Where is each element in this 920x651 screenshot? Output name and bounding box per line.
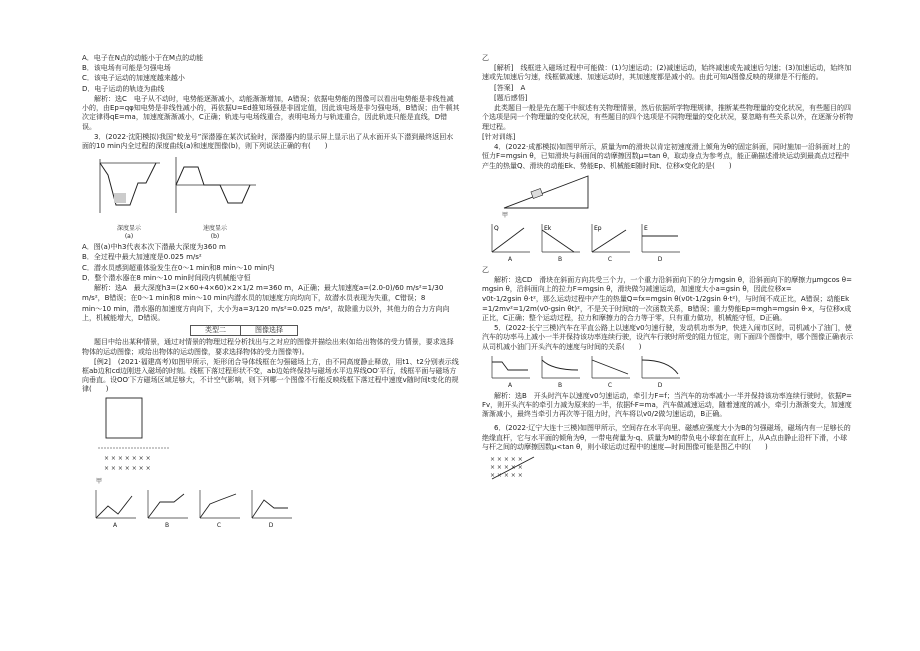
q4-graphs bbox=[488, 222, 854, 264]
depth-figure bbox=[94, 153, 164, 241]
svg-text:× × × × ×: × × × × × bbox=[490, 464, 523, 472]
q5-option-b-label: B bbox=[557, 381, 563, 389]
fig-yi-label: 乙 bbox=[482, 54, 489, 62]
option-graph-c bbox=[196, 488, 242, 530]
q4-graph-d-axis: E bbox=[644, 224, 648, 232]
magnetic-field-diagram bbox=[488, 453, 538, 481]
q5-graphs bbox=[488, 354, 854, 390]
q5-option-a-label: A bbox=[507, 381, 513, 389]
svg-text:× × × × × × ×: × × × × × × × bbox=[104, 454, 151, 462]
q2-option-a: A．电子在N点的动能小于在M点的动能 bbox=[82, 54, 204, 62]
q3-analysis-2: m/s²，B错误；在0～1 min和8 min～10 min内潜水员的加速度方向均向下，故潜水员表现为失重，C错误；8 bbox=[82, 294, 426, 303]
option-c-label: C bbox=[216, 521, 222, 529]
type-title: 图像选择 bbox=[241, 326, 298, 336]
q3-analysis-3: min～10 min，潜水器的加速度方向向下，大小为a=3/120 m/s²=0.025 m/s²，故除重力以外，其他力的合力方向向上，机械能增大，D错误。 bbox=[82, 304, 450, 322]
q3-figures bbox=[94, 153, 460, 241]
option-a-label: A bbox=[112, 521, 118, 529]
svg-text:× × × × × × ×: × × × × × × × bbox=[104, 464, 151, 472]
speed-caption: 速度显示 bbox=[202, 225, 227, 233]
q5-graph-a bbox=[488, 354, 532, 390]
q2-option-d: D．电子运动的轨迹为曲线 bbox=[82, 84, 165, 93]
option-d-label: D bbox=[268, 521, 274, 529]
q3-option-d: D．整个潜水器在8 min～10 min时间段内机械能守恒 bbox=[82, 273, 251, 282]
q4-graph-a bbox=[488, 222, 532, 264]
incline-diagram bbox=[502, 172, 592, 212]
q2-analysis: 解析：选C 电子从不动时，电势能逐渐减小，动能渐渐增加，A错误；依据电势能的图像可以看出电势能是非线性减小的，由Ep=qφ知电势是非线性减小的，再依据U=Ed推知场强是非固定值，因此该电场是非匀强电场，B错误；由牛顿其次定律得qE=ma，加速度渐渐减小，C正确；轨迹与电场线重合，表明电场力与轨迹重合，因此轨迹只能是直线，D错误。 bbox=[82, 94, 460, 131]
incline-figure bbox=[502, 172, 854, 220]
option-graph-b bbox=[144, 488, 190, 530]
frame-figure bbox=[96, 396, 460, 486]
reflection-title: [题后感悟] bbox=[494, 93, 528, 102]
depth-label: (a) bbox=[124, 233, 134, 241]
left-column bbox=[82, 54, 460, 531]
q5-analysis: 解析：选B 开头时汽车以速度v0匀速运动，牵引力F=f；当汽车的功率减小一半并保持该功率连续行驶时，依据P=Fv，则开头汽车的牵引力减为原来的一半，依据f-F=ma，汽车做减速运动，随着速度的减小，牵引力渐渐变大，加速度渐渐减小，最终当牵引力再次等于阻力时，汽车将以v0/2做匀速运动，B正确。 bbox=[482, 391, 852, 419]
frame-figure-label: 甲 bbox=[96, 477, 103, 485]
example2-analysis: [解析] 线框进入磁场过程中可能做：(1)匀速运动；(2)减速运动，始终减速或先减速后匀速；(3)加速运动，始终加速或先加速后匀速，线框做减速、加速运动时，其加速度都是减小的。由此可知A图像反映的规律是不行能的。 bbox=[482, 64, 852, 82]
q4-option-c-label: C bbox=[607, 255, 613, 263]
q5-option-c-label: C bbox=[607, 381, 613, 389]
incline-label: 甲 bbox=[502, 211, 509, 219]
q3-stem: 3．(2022·沈阳模拟)我国“蛟龙号”深潜器在某次试验时，深潜器内的显示屏上显示出了从水面开头下潜到最终返回水面的10 min内全过程的深度曲线(a)和速度图像(b)，则下列说法正确的有( ) bbox=[82, 132, 454, 151]
practice-title: [针对训练] bbox=[482, 132, 516, 141]
q4-graph-b-axis: Ek bbox=[544, 224, 552, 232]
q4-option-a-label: A bbox=[507, 255, 513, 263]
type-table bbox=[190, 325, 298, 336]
q4-graph-d bbox=[638, 222, 682, 264]
option-graph-d bbox=[248, 488, 294, 530]
q4-stem: 4．(2022·成都模拟)如图甲所示，质量为m的滑块以肯定初速度滑上倾角为θ的固定斜面，同时施加一沿斜面对上的恒力F=mgsin θ，已知滑块与斜面间的动摩擦因数μ=tan θ，取动身点为参考点，能正确描述滑块运动到最高点过程中产生的热量Q、滑块的动能Ek、势能Ep、机械能E随时间t、位移x变化的是( ) bbox=[482, 143, 851, 170]
example2-options bbox=[92, 488, 460, 530]
depth-graph bbox=[94, 153, 164, 225]
frame-diagram bbox=[96, 396, 176, 478]
q5-graph-c bbox=[588, 354, 632, 390]
depth-caption: 深度显示 bbox=[116, 225, 141, 233]
q4-analysis-1: 解析：选CD 滑块在斜面方向共受三个力，一个重力沿斜面向下的分力mgsin θ，沿斜面向下的摩擦力μmgcos θ=mgsin θ，沿斜面向上的拉力F=mgsin θ，滑块做匀减速运动，加速度大小a=gsin θ，因此位移x= bbox=[482, 275, 852, 294]
speed-graph bbox=[170, 153, 260, 225]
example2-stem: [例2] (2021·福建高考)如图甲所示，矩形闭合导体线框在匀强磁场上方，由不同高度静止释放，用t1、t2分别表示线框ab边和cd边刚进入磁场的时刻。线框下落过程形状不变，ab边始终保持与磁场水平边界线OO′平行，线框平面与磁场方向垂直。设OO′下方磁场区域足够大，不计空气影响，则下列哪一个图像不行能反映线框下落过程中速度v随时间t变化的规律( ) bbox=[82, 357, 459, 394]
q4-graph-a-axis: Q bbox=[494, 224, 499, 232]
q4-graphs-label: 乙 bbox=[482, 265, 489, 274]
right-column bbox=[482, 54, 854, 481]
q4-graph-c bbox=[588, 222, 632, 264]
option-b-label: B bbox=[164, 521, 170, 529]
q2-option-b: B．该电场有可能是匀强电场 bbox=[82, 64, 171, 73]
q4-option-d-label: D bbox=[657, 255, 663, 263]
option-graph-a bbox=[92, 488, 138, 530]
speed-label: (b) bbox=[210, 233, 220, 241]
q3-analysis-1: 解析：选A 最大深度h3=(2×60+4×60)×2×1/2 m=360 m，A正确；最大加速度a=(2.0-0)/60 m/s²=1/30 bbox=[94, 284, 444, 293]
q3-option-b: B．全过程中最大加速度是0.025 m/s² bbox=[82, 253, 202, 262]
reflection-body: 此类题目一般是先在题干中叙述有关物理情景，然后依据所学物理规律，推断某些物理量的变化状况，有些题目的四个选项是同一个物理量的变化状况，有些题目的四个选项是不同物理量的变化状况，要忽略有些关系以外，在逐渐分析物理过程。 bbox=[482, 104, 853, 131]
q4-graph-c-axis: Ep bbox=[594, 224, 602, 232]
q2-option-c: C．该电子运动的加速度越来越小 bbox=[82, 74, 185, 83]
q3-option-a: A．图(a)中h3代表本次下潜最大深度为360 m bbox=[82, 243, 226, 252]
svg-text:× × × × ×: × × × × × bbox=[490, 456, 523, 464]
q5-graph-d bbox=[638, 354, 682, 390]
q4-analysis-2: v0t-1/2gsin θ·t²，那么运动过程中产生的热量Q=fx=mgsin θ(v0t-1/2gsin θ·t²)，与时间不成正比，A错误；动能Ek=1/2mv²=1/2m(v0-gsin θt)²，不是关于时间t的一次函数关系，B错误；重力势能Ep=mgh=mgsin θ·x，与位移x成正比，C正确；整个运动过程，拉力和摩擦力的合力等于零，只有重力做功，机械能守恒，D正确。 bbox=[482, 295, 852, 322]
example2-answer: [答案] A bbox=[494, 83, 526, 92]
q3-option-c: C．潜水员感到超重体验发生在0～1 min和8 min～10 min内 bbox=[82, 263, 275, 272]
type-label: 类型二 bbox=[191, 326, 241, 336]
q4-option-b-label: B bbox=[557, 255, 563, 263]
q4-graph-b bbox=[538, 222, 582, 264]
q5-stem: 5．(2022·长宁三模)汽车在平直公路上以速度v0匀速行驶，发动机功率为P，快进入闹市区时，司机减小了油门，使汽车的功率马上减小一半并保持该功率连续行驶，设汽车行驶时所受的阻力恒定，则下面四个图像中，哪个图像正确表示从司机减小油门开头汽车的速度与时间的关系( ) bbox=[482, 324, 853, 351]
q5-graph-b bbox=[538, 354, 582, 390]
type2-intro: 题目中给出某种情景，通过对情景的物理过程分析找出与之对应的图像并描绘出来(如给出物体的受力情景，要求选择物体的运动图像；或给出物体的运动图像，要求选择物体的受力图像等)。 bbox=[82, 338, 454, 356]
svg-text:× × × × ×: × × × × × bbox=[490, 472, 523, 480]
q5-option-d-label: D bbox=[657, 381, 663, 389]
speed-figure bbox=[170, 153, 260, 241]
q6-stem: 6．(2022·辽宁大连十三模)如图甲所示，空间存在水平向里、磁感应强度大小为B的匀强磁场，磁场内有一足够长的绝缘直杆，它与水平面的倾角为θ，一带电荷量为-q、质量为M的带负电小球套在直杆上，从A点由静止沿杆下滑，小球与杆之间的动摩擦因数μ<tan θ，则小球运动过程中的速度—时间图像可能是图乙中的( ) bbox=[482, 424, 851, 451]
magnetic-field-figure bbox=[488, 453, 854, 481]
